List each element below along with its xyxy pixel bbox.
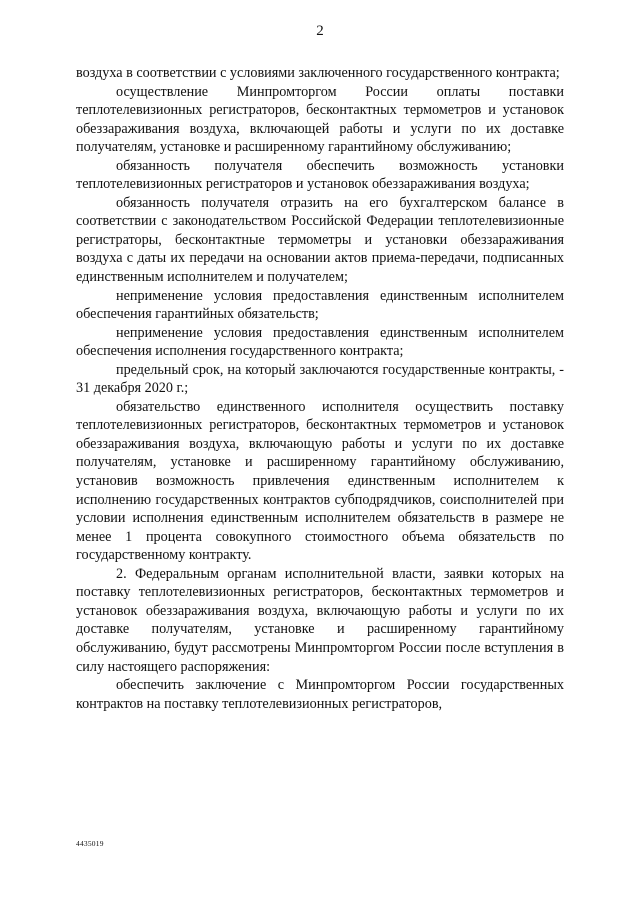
paragraph: обязательство единственного исполнителя осуществить поставку теплотелевизионных регистраторов, бесконтактных термометров и установок обеззараживания воздуха, включающую работы и услуги по их доставке получателям, установке и расширенному гарантийному обслуживанию, установив возможность привлечения единственным исполнителем к исполнению государственных контрактов субподрядчиков, соисполнителей при условии исполнения единственным исполнителем обязательств в размере не менее 1 процента совокупного стоимостного объема обязательств по государственному контракту.	[76, 398, 564, 564]
paragraph: осуществление Минпромторгом России оплаты поставки теплотелевизионных регистраторов, бесконтактных термометров и установок обеззараживания воздуха, включающей работы и услуги по их доставке получателям, установке и расширенному гарантийному обслуживанию;	[76, 83, 564, 156]
paragraph: неприменение условия предоставления единственным исполнителем обеспечения гарантийных обязательств;	[76, 287, 564, 323]
paragraph: неприменение условия предоставления единственным исполнителем обеспечения исполнения государственного контракта;	[76, 324, 564, 360]
paragraph: обязанность получателя обеспечить возможность установки теплотелевизионных регистраторов и установок обеззараживания воздуха;	[76, 157, 564, 193]
paragraph: воздуха в соответствии с условиями заключенного государственного контракта;	[76, 65, 560, 81]
page-number: 2	[316, 23, 324, 39]
document-code: 4435019	[76, 839, 104, 848]
paragraph: предельный срок, на который заключаются государственные контракты, - 31 декабря 2020 г.;	[76, 361, 564, 397]
paragraph: обязанность получателя отразить на его бухгалтерском балансе в соответствии с законодательством Российской Федерации теплотелевизионные регистраторы, бесконтактные термометры и установки обеззараживания воздуха с даты их передачи на основании актов приема-передачи, подписанных единственным исполнителем и получателем;	[76, 194, 564, 286]
paragraph: 2. Федеральным органам исполнительной власти, заявки которых на поставку теплотелевизионных регистраторов, бесконтактных термометров и установок обеззараживания воздуха, включающую работы и услуги по их доставке получателям, установке и расширенному гарантийному обслуживанию, будут рассмотрены Минпромторгом России после вступления в силу настоящего распоряжения:	[76, 565, 564, 675]
document-body	[76, 64, 564, 713]
paragraph: обеспечить заключение с Минпромторгом России государственных контрактов на поставку теплотелевизионных регистраторов,	[76, 677, 564, 712]
